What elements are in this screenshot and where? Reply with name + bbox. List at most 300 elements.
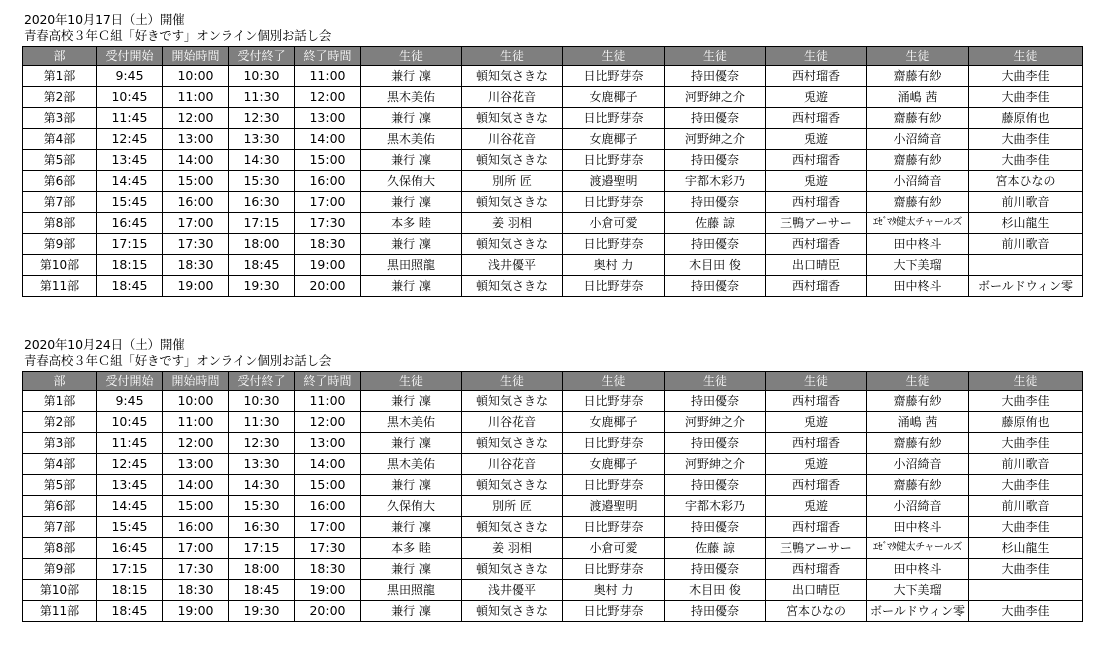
cell-part: 第10部 [23,255,97,276]
cell-part: 第2部 [23,412,97,433]
cell-student-5: 兎遊 [766,454,867,475]
cell-part: 第7部 [23,192,97,213]
cell-student-4: 宇都木彩乃 [665,171,766,192]
cell-student-7: 藤原侑也 [969,108,1083,129]
cell-reception-start: 9:45 [97,66,163,87]
cell-student-7: 大曲李佳 [969,517,1083,538]
cell-student-7: 大曲李佳 [969,150,1083,171]
cell-student-4: 持田優奈 [665,517,766,538]
cell-student-2: 頓知気さきな [462,66,563,87]
cell-student-6: 齋藤有紗 [867,391,969,412]
cell-student-5: 西村瑠香 [766,66,867,87]
cell-student-5: 西村瑠香 [766,559,867,580]
cell-start-time: 18:30 [163,255,229,276]
cell-student-3: 日比野芽奈 [563,559,665,580]
schedule-table [22,371,1083,622]
cell-part: 第2部 [23,87,97,108]
cell-student-2: 川谷花音 [462,87,563,108]
cell-reception-start: 10:45 [97,87,163,108]
cell-start-time: 15:00 [163,496,229,517]
table-row [23,412,1083,433]
cell-student-4: 持田優奈 [665,192,766,213]
table-body [23,66,1083,297]
event-title: 青春高校３年Ｃ組「好きです」オンライン個別お話し会 [24,353,332,368]
cell-student-6: 田中柊斗 [867,276,969,297]
table-row [23,496,1083,517]
column-header-student-4: 生徒 [665,372,766,391]
cell-student-3: 日比野芽奈 [563,276,665,297]
cell-student-6: ｴｾﾞﾏﾀ健太チャールズ [867,213,969,234]
cell-student-1: 久保侑大 [361,171,462,192]
cell-student-1: 本多 睦 [361,538,462,559]
cell-student-7: 大曲李佳 [969,87,1083,108]
table-row [23,580,1083,601]
cell-end-time: 16:00 [295,496,361,517]
cell-part: 第10部 [23,580,97,601]
table-row [23,213,1083,234]
cell-student-6: 田中柊斗 [867,234,969,255]
cell-reception-start: 11:45 [97,433,163,454]
cell-start-time: 19:00 [163,601,229,622]
column-header-reception-start: 受付開始 [97,47,163,66]
cell-student-3: 日比野芽奈 [563,433,665,454]
cell-student-1: 黒木美佑 [361,129,462,150]
table-row [23,87,1083,108]
cell-student-2: 頓知気さきな [462,475,563,496]
column-header-reception-end: 受付終了 [229,47,295,66]
cell-start-time: 14:00 [163,475,229,496]
cell-student-5: 西村瑠香 [766,391,867,412]
cell-student-5: 西村瑠香 [766,276,867,297]
cell-student-7: 杉山龍生 [969,213,1083,234]
cell-student-1: 兼行 凜 [361,276,462,297]
column-header-student-7: 生徒 [969,372,1083,391]
column-header-student-2: 生徒 [462,47,563,66]
cell-student-1: 黒木美佑 [361,87,462,108]
table-row [23,475,1083,496]
cell-part: 第9部 [23,559,97,580]
cell-reception-end: 17:15 [229,213,295,234]
cell-end-time: 20:00 [295,601,361,622]
table-row [23,108,1083,129]
cell-student-2: 頓知気さきな [462,150,563,171]
cell-student-5: 兎遊 [766,496,867,517]
cell-reception-start: 14:45 [97,496,163,517]
cell-reception-start: 12:45 [97,454,163,475]
cell-student-7: 大曲李佳 [969,433,1083,454]
cell-part: 第4部 [23,129,97,150]
cell-part: 第3部 [23,108,97,129]
cell-student-2: 頓知気さきな [462,234,563,255]
cell-student-1: 兼行 凜 [361,234,462,255]
cell-reception-end: 14:30 [229,150,295,171]
table-row [23,433,1083,454]
cell-student-1: 兼行 凜 [361,433,462,454]
cell-end-time: 19:00 [295,255,361,276]
column-header-student-4: 生徒 [665,47,766,66]
column-header-part: 部 [23,372,97,391]
cell-student-6: 涌嶋 茜 [867,412,969,433]
cell-reception-end: 18:00 [229,234,295,255]
cell-end-time: 11:00 [295,66,361,87]
cell-student-2: 頓知気さきな [462,517,563,538]
table-row [23,234,1083,255]
cell-end-time: 14:00 [295,129,361,150]
cell-reception-end: 10:30 [229,66,295,87]
cell-student-1: 久保侑大 [361,496,462,517]
cell-reception-end: 17:15 [229,538,295,559]
event-date: 2020年10月24日（土）開催 [24,337,185,352]
cell-start-time: 11:00 [163,412,229,433]
cell-reception-end: 18:45 [229,580,295,601]
cell-student-6: 小沼綺音 [867,171,969,192]
cell-end-time: 14:00 [295,454,361,475]
cell-part: 第6部 [23,171,97,192]
cell-student-7: 大曲李佳 [969,391,1083,412]
cell-student-6: 田中柊斗 [867,559,969,580]
cell-start-time: 17:00 [163,213,229,234]
cell-student-4: 持田優奈 [665,234,766,255]
cell-student-7: 大曲李佳 [969,129,1083,150]
schedule-table [22,46,1083,297]
cell-student-2: 頓知気さきな [462,276,563,297]
cell-student-1: 兼行 凜 [361,192,462,213]
cell-student-4: 持田優奈 [665,150,766,171]
cell-part: 第11部 [23,601,97,622]
cell-student-6: 齋藤有紗 [867,66,969,87]
cell-student-4: 持田優奈 [665,108,766,129]
column-header-part: 部 [23,47,97,66]
cell-student-2: 姜 羽相 [462,213,563,234]
cell-student-7: 前川歌音 [969,496,1083,517]
cell-reception-start: 18:15 [97,580,163,601]
cell-reception-start: 9:45 [97,391,163,412]
cell-student-7: 前川歌音 [969,234,1083,255]
cell-student-5: 西村瑠香 [766,234,867,255]
cell-student-4: 河野紳之介 [665,129,766,150]
cell-student-2: 頓知気さきな [462,433,563,454]
cell-part: 第9部 [23,234,97,255]
cell-student-7: 大曲李佳 [969,601,1083,622]
cell-student-7: 杉山龍生 [969,538,1083,559]
cell-start-time: 13:00 [163,129,229,150]
cell-part: 第7部 [23,517,97,538]
cell-student-5: 兎遊 [766,87,867,108]
column-header-student-2: 生徒 [462,372,563,391]
cell-student-4: 河野紳之介 [665,454,766,475]
cell-reception-start: 16:45 [97,213,163,234]
cell-reception-end: 14:30 [229,475,295,496]
cell-start-time: 10:00 [163,391,229,412]
cell-student-6: 大下美瑠 [867,580,969,601]
header-row [23,372,1083,391]
cell-student-7: 前川歌音 [969,454,1083,475]
table-row [23,601,1083,622]
cell-student-3: 日比野芽奈 [563,601,665,622]
header-row [23,47,1083,66]
cell-student-7: 宮本ひなの [969,171,1083,192]
cell-student-1: 黒田照龍 [361,580,462,601]
event-title: 青春高校３年Ｃ組「好きです」オンライン個別お話し会 [24,28,332,43]
cell-student-4: 河野紳之介 [665,87,766,108]
column-header-start-time: 開始時間 [163,372,229,391]
column-header-student-5: 生徒 [766,47,867,66]
cell-student-3: 奥村 力 [563,580,665,601]
cell-student-4: 持田優奈 [665,66,766,87]
cell-student-4: 持田優奈 [665,559,766,580]
cell-student-5: 西村瑠香 [766,150,867,171]
table-row [23,66,1083,87]
cell-end-time: 12:00 [295,412,361,433]
table-row [23,255,1083,276]
cell-reception-end: 15:30 [229,496,295,517]
cell-student-3: 女鹿椰子 [563,87,665,108]
cell-start-time: 17:00 [163,538,229,559]
cell-part: 第5部 [23,150,97,171]
cell-student-1: 兼行 凜 [361,108,462,129]
cell-reception-end: 10:30 [229,391,295,412]
cell-student-4: 木目田 俊 [665,580,766,601]
table-row [23,391,1083,412]
cell-student-4: 持田優奈 [665,391,766,412]
cell-student-2: 頓知気さきな [462,192,563,213]
cell-student-4: 持田優奈 [665,601,766,622]
cell-student-1: 兼行 凜 [361,150,462,171]
cell-student-3: 渡邉聖明 [563,171,665,192]
cell-start-time: 18:30 [163,580,229,601]
cell-student-6: ｴｾﾞﾏﾀ健太チャールズ [867,538,969,559]
cell-student-1: 本多 睦 [361,213,462,234]
cell-student-1: 黒木美佑 [361,454,462,475]
cell-student-4: 宇都木彩乃 [665,496,766,517]
cell-student-6: 齋藤有紗 [867,150,969,171]
cell-student-2: 川谷花音 [462,454,563,475]
cell-student-6: 齋藤有紗 [867,475,969,496]
cell-student-5: 出口晴臣 [766,580,867,601]
cell-start-time: 10:00 [163,66,229,87]
cell-student-7: 藤原侑也 [969,412,1083,433]
cell-student-1: 黒木美佑 [361,412,462,433]
cell-part: 第4部 [23,454,97,475]
cell-end-time: 17:30 [295,538,361,559]
cell-student-1: 黒田照龍 [361,255,462,276]
cell-reception-start: 13:45 [97,475,163,496]
cell-student-6: 涌嶋 茜 [867,87,969,108]
cell-student-5: 宮本ひなの [766,601,867,622]
cell-student-3: 日比野芽奈 [563,234,665,255]
cell-reception-start: 13:45 [97,150,163,171]
cell-start-time: 19:00 [163,276,229,297]
cell-student-3: 日比野芽奈 [563,391,665,412]
cell-reception-end: 13:30 [229,454,295,475]
cell-student-4: 持田優奈 [665,433,766,454]
table-row [23,517,1083,538]
cell-student-1: 兼行 凜 [361,66,462,87]
cell-student-3: 日比野芽奈 [563,150,665,171]
cell-reception-start: 18:45 [97,601,163,622]
cell-end-time: 16:00 [295,171,361,192]
cell-start-time: 11:00 [163,87,229,108]
cell-student-2: 浅井優平 [462,255,563,276]
cell-student-6: 小沼綺音 [867,129,969,150]
cell-student-6: 齋藤有紗 [867,108,969,129]
cell-student-5: 三鴨アーサー [766,538,867,559]
cell-part: 第5部 [23,475,97,496]
cell-start-time: 14:00 [163,150,229,171]
table-row [23,171,1083,192]
cell-reception-end: 19:30 [229,276,295,297]
cell-student-3: 女鹿椰子 [563,454,665,475]
cell-student-1: 兼行 凜 [361,517,462,538]
cell-student-2: 頓知気さきな [462,391,563,412]
cell-reception-start: 10:45 [97,412,163,433]
cell-student-4: 持田優奈 [665,276,766,297]
cell-reception-start: 18:45 [97,276,163,297]
cell-part: 第1部 [23,66,97,87]
cell-part: 第1部 [23,391,97,412]
cell-student-2: 浅井優平 [462,580,563,601]
cell-student-3: 渡邉聖明 [563,496,665,517]
cell-student-6: 齋藤有紗 [867,192,969,213]
table-row [23,129,1083,150]
cell-student-3: 日比野芽奈 [563,517,665,538]
cell-student-5: 兎遊 [766,129,867,150]
cell-start-time: 15:00 [163,171,229,192]
cell-reception-end: 15:30 [229,171,295,192]
cell-student-1: 兼行 凜 [361,391,462,412]
cell-part: 第8部 [23,538,97,559]
cell-end-time: 20:00 [295,276,361,297]
cell-student-2: 頓知気さきな [462,108,563,129]
cell-student-4: 佐藤 諒 [665,213,766,234]
cell-student-6: 小沼綺音 [867,496,969,517]
cell-end-time: 18:30 [295,234,361,255]
cell-start-time: 17:30 [163,234,229,255]
column-header-student-6: 生徒 [867,372,969,391]
table-row [23,192,1083,213]
cell-student-4: 木目田 俊 [665,255,766,276]
cell-reception-start: 14:45 [97,171,163,192]
cell-student-5: 兎遊 [766,412,867,433]
cell-reception-start: 15:45 [97,517,163,538]
cell-student-2: 頓知気さきな [462,601,563,622]
cell-student-3: 日比野芽奈 [563,475,665,496]
cell-student-6: ボールドウィン零 [867,601,969,622]
cell-reception-start: 17:15 [97,234,163,255]
cell-reception-start: 16:45 [97,538,163,559]
cell-reception-end: 19:30 [229,601,295,622]
cell-end-time: 15:00 [295,150,361,171]
cell-start-time: 16:00 [163,517,229,538]
cell-end-time: 13:00 [295,108,361,129]
cell-end-time: 12:00 [295,87,361,108]
column-header-reception-start: 受付開始 [97,372,163,391]
cell-student-7 [969,580,1083,601]
cell-reception-end: 16:30 [229,192,295,213]
column-header-start-time: 開始時間 [163,47,229,66]
table-row [23,276,1083,297]
cell-reception-end: 11:30 [229,412,295,433]
cell-student-5: 兎遊 [766,171,867,192]
cell-student-2: 頓知気さきな [462,559,563,580]
cell-student-5: 出口晴臣 [766,255,867,276]
cell-reception-start: 11:45 [97,108,163,129]
cell-reception-end: 11:30 [229,87,295,108]
cell-student-7: 前川歌音 [969,192,1083,213]
cell-student-4: 河野紳之介 [665,412,766,433]
cell-reception-start: 12:45 [97,129,163,150]
cell-reception-end: 16:30 [229,517,295,538]
cell-student-7: 大曲李佳 [969,66,1083,87]
cell-reception-end: 12:30 [229,108,295,129]
cell-reception-end: 12:30 [229,433,295,454]
table-row [23,150,1083,171]
cell-reception-start: 15:45 [97,192,163,213]
cell-reception-end: 13:30 [229,129,295,150]
cell-reception-end: 18:45 [229,255,295,276]
cell-student-2: 別所 匠 [462,171,563,192]
cell-end-time: 11:00 [295,391,361,412]
schedule-section-oct24 [22,337,1082,622]
cell-student-6: 田中柊斗 [867,517,969,538]
cell-reception-start: 17:15 [97,559,163,580]
cell-end-time: 13:00 [295,433,361,454]
cell-start-time: 17:30 [163,559,229,580]
column-header-student-5: 生徒 [766,372,867,391]
cell-student-3: 日比野芽奈 [563,192,665,213]
cell-start-time: 12:00 [163,108,229,129]
cell-student-2: 川谷花音 [462,412,563,433]
cell-student-5: 西村瑠香 [766,517,867,538]
cell-student-4: 佐藤 諒 [665,538,766,559]
cell-student-5: 西村瑠香 [766,433,867,454]
column-header-student-7: 生徒 [969,47,1083,66]
cell-student-1: 兼行 凜 [361,475,462,496]
cell-student-3: 日比野芽奈 [563,66,665,87]
column-header-student-3: 生徒 [563,47,665,66]
column-header-student-6: 生徒 [867,47,969,66]
cell-end-time: 18:30 [295,559,361,580]
cell-part: 第8部 [23,213,97,234]
cell-student-2: 川谷花音 [462,129,563,150]
cell-student-3: 日比野芽奈 [563,108,665,129]
cell-end-time: 17:30 [295,213,361,234]
cell-student-7 [969,255,1083,276]
cell-student-1: 兼行 凜 [361,559,462,580]
table-row [23,538,1083,559]
cell-student-2: 姜 羽相 [462,538,563,559]
cell-start-time: 13:00 [163,454,229,475]
cell-student-2: 別所 匠 [462,496,563,517]
cell-student-1: 兼行 凜 [361,601,462,622]
cell-end-time: 19:00 [295,580,361,601]
cell-student-3: 小倉可愛 [563,213,665,234]
cell-student-5: 西村瑠香 [766,108,867,129]
schedule-section-oct17 [22,12,1082,297]
cell-student-6: 齋藤有紗 [867,433,969,454]
column-header-student-1: 生徒 [361,47,462,66]
cell-start-time: 12:00 [163,433,229,454]
cell-end-time: 17:00 [295,192,361,213]
cell-student-3: 女鹿椰子 [563,412,665,433]
cell-student-3: 小倉可愛 [563,538,665,559]
cell-student-5: 西村瑠香 [766,475,867,496]
cell-student-4: 持田優奈 [665,475,766,496]
cell-end-time: 17:00 [295,517,361,538]
cell-reception-start: 18:15 [97,255,163,276]
cell-reception-end: 18:00 [229,559,295,580]
cell-part: 第11部 [23,276,97,297]
